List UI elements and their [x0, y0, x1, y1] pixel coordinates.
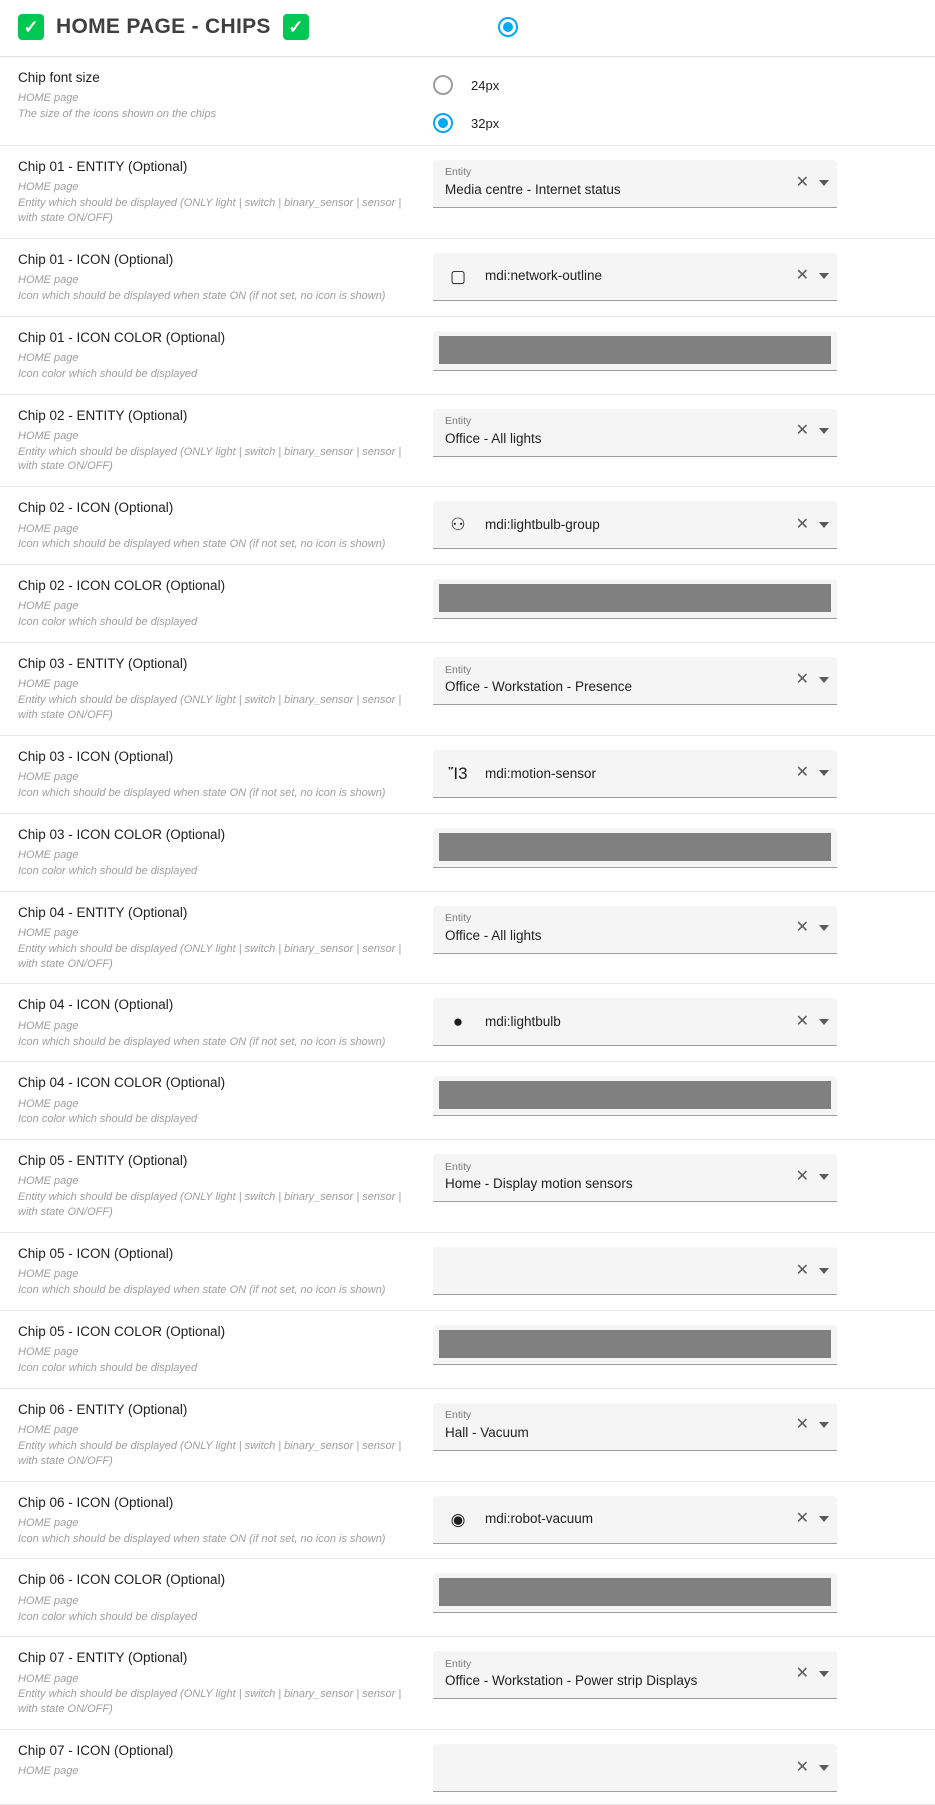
icon-color-picker[interactable]: [433, 1573, 837, 1613]
setting-scope: HOME page: [18, 273, 79, 286]
setting-title: Chip 02 - ICON COLOR (Optional): [18, 578, 226, 594]
clear-icon[interactable]: ✕: [795, 1758, 809, 1776]
setting-row: [0, 146, 935, 239]
setting-title: Chip font size: [18, 70, 100, 85]
setting-description: Icon which should be displayed when state ON (if not set, no icon is shown): [18, 786, 386, 799]
icon-color-picker[interactable]: [433, 828, 837, 868]
page-header: [0, 0, 935, 57]
setting-row: [0, 814, 935, 892]
field-actions: [788, 1760, 829, 1776]
row-control: [433, 996, 917, 1046]
setting-row: [0, 1559, 935, 1637]
lightbulb-icon: ●: [452, 1012, 464, 1032]
setting-description: Icon color which should be displayed: [18, 1610, 198, 1623]
row-control: [433, 655, 917, 705]
setting-title: Chip 05 - ICON COLOR (Optional): [18, 1323, 226, 1339]
field-value[interactable]: Office - All lights: [445, 927, 542, 943]
lightbulb-group-icon: ⚇: [450, 515, 466, 535]
setting-description: Entity which should be displayed (ONLY light | switch | binary_sensor | sensor | with state ON/OFF): [18, 1439, 402, 1467]
setting-description: Icon color which should be displayed: [18, 1361, 198, 1374]
row-control: [433, 499, 917, 549]
setting-row: [0, 565, 935, 643]
setting-scope: HOME page: [18, 1765, 79, 1778]
clear-icon[interactable]: ✕: [795, 1261, 809, 1279]
radio-icon[interactable]: [433, 75, 453, 95]
icon-select-field[interactable]: [433, 501, 837, 549]
setting-title: Chip 01 - ICON COLOR (Optional): [18, 329, 226, 345]
setting-scope: HOME page: [18, 429, 79, 442]
setting-scope: HOME page: [18, 771, 79, 784]
row-control: [433, 1649, 917, 1699]
robot-vacuum-icon: ◉: [450, 1509, 466, 1529]
setting-title: Chip 07 - ENTITY (Optional): [18, 1650, 188, 1666]
icon-select-field[interactable]: [433, 998, 837, 1046]
field-actions: [788, 423, 829, 439]
row-labels: [18, 499, 433, 552]
field-actions: [788, 1014, 829, 1030]
setting-row: [0, 1062, 935, 1140]
icon-color-picker[interactable]: [433, 1325, 837, 1365]
field-body: [445, 912, 788, 944]
setting-scope: HOME page: [18, 1019, 79, 1032]
color-swatch[interactable]: [439, 1081, 831, 1109]
chevron-down-icon[interactable]: [819, 180, 829, 186]
page-title: HOME PAGE - CHIPS: [56, 15, 271, 38]
row-control: [433, 1401, 917, 1451]
enable-checkbox-right[interactable]: [283, 14, 309, 40]
icon-color-picker[interactable]: [433, 579, 837, 619]
setting-title: Chip 07 - ICON (Optional): [18, 1743, 174, 1759]
field-actions: [788, 1263, 829, 1279]
entity-select-field[interactable]: [433, 1403, 837, 1451]
header-right-group: [478, 17, 518, 37]
chevron-down-icon[interactable]: [819, 1765, 829, 1771]
setting-scope: HOME page: [18, 678, 79, 691]
field-actions: [788, 672, 829, 688]
field-value[interactable]: Office - Workstation - Presence: [445, 679, 633, 695]
field-value[interactable]: Office - Workstation - Power strip Displays: [445, 1673, 698, 1689]
row-control: [433, 1571, 917, 1613]
chevron-down-icon[interactable]: [819, 1174, 829, 1180]
setting-row: [0, 984, 935, 1062]
clear-icon[interactable]: ✕: [795, 173, 809, 191]
field-value[interactable]: mdi:network-outline: [485, 268, 603, 284]
font-size-radio-group: [433, 71, 499, 133]
setting-description: Entity which should be displayed (ONLY light | switch | binary_sensor | sensor | with state ON/OFF): [18, 942, 402, 970]
setting-description: Icon color which should be displayed: [18, 616, 198, 629]
setting-scope: HOME page: [18, 92, 79, 105]
field-body: [445, 1510, 788, 1528]
setting-row: [0, 487, 935, 565]
setting-scope: HOME page: [18, 1672, 79, 1685]
field-body: [445, 1161, 788, 1193]
field-floating-label: Entity: [445, 1657, 472, 1670]
color-swatch[interactable]: [439, 1578, 831, 1606]
field-value[interactable]: Home - Display motion sensors: [445, 1176, 633, 1192]
setting-row: [0, 1233, 935, 1311]
setting-row: [0, 1140, 935, 1233]
row-labels: [18, 1245, 433, 1298]
setting-title: Chip 01 - ICON (Optional): [18, 251, 174, 267]
row-control: [433, 1245, 917, 1295]
row-control: [433, 1074, 917, 1116]
field-floating-label: Entity: [445, 663, 472, 676]
font-size-option-24[interactable]: [433, 75, 499, 95]
setting-description: Entity which should be displayed (ONLY light | switch | binary_sensor | sensor | with state ON/OFF): [18, 1688, 402, 1716]
check-icon: ✓: [288, 17, 304, 37]
field-floating-label: Entity: [445, 1409, 472, 1422]
chevron-down-icon[interactable]: [819, 677, 829, 683]
setting-scope: HOME page: [18, 600, 79, 613]
entity-select-field[interactable]: [433, 409, 837, 457]
field-actions: [788, 175, 829, 191]
field-actions: [788, 920, 829, 936]
setting-title: Chip 03 - ICON (Optional): [18, 748, 174, 764]
setting-row: [0, 1311, 935, 1389]
setting-row: [0, 643, 935, 736]
field-body: [445, 1658, 788, 1690]
setting-scope: HOME page: [18, 1594, 79, 1607]
setting-description: Entity which should be displayed (ONLY light | switch | binary_sensor | sensor | with state ON/OFF): [18, 445, 402, 473]
field-floating-label: Entity: [445, 1160, 472, 1173]
field-body: [445, 415, 788, 447]
clear-icon[interactable]: ✕: [795, 1416, 809, 1434]
setting-scope: HOME page: [18, 181, 79, 194]
row-labels: [18, 158, 433, 226]
chevron-down-icon[interactable]: [819, 1268, 829, 1274]
setting-title: Chip 06 - ICON COLOR (Optional): [18, 1572, 226, 1588]
field-floating-label: Entity: [445, 414, 472, 427]
field-actions: [788, 1169, 829, 1185]
row-labels: [18, 1494, 433, 1547]
setting-row: [0, 239, 935, 317]
row-labels: [18, 655, 433, 723]
option-label: 32px: [471, 115, 500, 131]
row-control: [433, 577, 917, 619]
field-body: [445, 765, 788, 783]
setting-scope: HOME page: [18, 849, 79, 861]
chevron-down-icon[interactable]: [819, 1019, 829, 1025]
setting-scope: HOME page: [18, 926, 79, 939]
row-control: [433, 748, 917, 798]
icon-select-field[interactable]: [433, 1496, 837, 1544]
setting-description: Icon which should be displayed when state ON (if not set, no icon is shown): [18, 289, 386, 302]
field-actions: [788, 1666, 829, 1682]
setting-description: Entity which should be displayed (ONLY light | switch | binary_sensor | sensor | with state ON/OFF): [18, 197, 402, 224]
setting-row: [0, 736, 935, 814]
row-labels: [18, 577, 433, 630]
setting-description: The size of the icons shown on the chips: [18, 108, 217, 121]
icon-select-field[interactable]: [433, 750, 837, 798]
row-labels: [18, 1074, 433, 1127]
setting-description: Icon color which should be displayed: [18, 1113, 198, 1126]
setting-description: Icon which should be displayed when state ON (if not set, no icon is shown): [18, 1532, 386, 1545]
field-floating-label: Entity: [445, 166, 472, 179]
setting-title: Chip 05 - ICON (Optional): [18, 1246, 174, 1261]
setting-description: Entity which should be displayed (ONLY light | switch | binary_sensor | sensor | with state ON/OFF): [18, 694, 402, 722]
setting-title: Chip 03 - ICON COLOR (Optional): [18, 826, 226, 842]
setting-title: Chip 05 - ENTITY (Optional): [18, 1153, 188, 1169]
field-body: [445, 1013, 788, 1031]
chevron-down-icon[interactable]: [819, 770, 829, 776]
entity-select-field[interactable]: [433, 160, 837, 208]
row-labels: [18, 1152, 433, 1220]
clear-icon[interactable]: ✕: [795, 267, 809, 285]
monitor-icon: ▢: [449, 266, 467, 286]
setting-description: Icon which should be displayed when state ON (if not set, no icon is shown): [18, 1035, 386, 1048]
clear-icon[interactable]: ✕: [795, 1012, 809, 1030]
setting-row: [0, 1637, 935, 1730]
row-control: [433, 251, 917, 301]
setting-description: Entity which should be displayed (ONLY light | switch | binary_sensor | sensor | with state ON/OFF): [18, 1191, 402, 1219]
row-labels: [18, 904, 433, 972]
icon-select-field[interactable]: [433, 1744, 837, 1792]
field-body: [445, 516, 788, 534]
icon-color-picker[interactable]: [433, 1076, 837, 1116]
settings-rows: [0, 146, 935, 1805]
check-icon: ✓: [23, 17, 39, 37]
field-body: [445, 1757, 788, 1779]
icon-select-field[interactable]: [433, 253, 837, 301]
motion-sensor-icon: Ἴ3: [448, 763, 468, 783]
row-control: [433, 1494, 917, 1544]
clear-icon[interactable]: ✕: [795, 1167, 809, 1185]
chevron-down-icon[interactable]: [819, 1671, 829, 1677]
clear-icon[interactable]: ✕: [795, 515, 809, 533]
row-labels: [18, 826, 433, 879]
setting-title: Chip 01 - ENTITY (Optional): [18, 159, 188, 174]
row-labels: [18, 329, 433, 382]
row-labels: [18, 69, 433, 122]
field-body: [445, 166, 788, 198]
field-actions: [788, 1511, 829, 1527]
color-swatch[interactable]: [439, 336, 831, 364]
row-control: [433, 904, 917, 954]
setting-description: Icon color which should be displayed: [18, 367, 198, 380]
setting-row: [0, 1482, 935, 1560]
row-labels: [18, 1571, 433, 1624]
chevron-down-icon[interactable]: [819, 428, 829, 434]
chevron-down-icon[interactable]: [819, 522, 829, 528]
color-swatch[interactable]: [439, 584, 831, 612]
row-control: [433, 329, 917, 371]
setting-title: Chip 02 - ICON (Optional): [18, 500, 174, 516]
row-labels: [18, 748, 433, 801]
row-control: [433, 1152, 917, 1202]
entity-select-field[interactable]: [433, 906, 837, 954]
row-labels: [18, 251, 433, 304]
row-control: [433, 826, 917, 868]
field-body: [445, 267, 788, 285]
row-control: [433, 1323, 917, 1365]
clear-icon[interactable]: ✕: [795, 919, 809, 937]
field-actions: [788, 517, 829, 533]
field-value[interactable]: mdi:lightbulb-group: [485, 517, 600, 533]
setting-scope: HOME page: [18, 1346, 79, 1359]
row-labels: [18, 407, 433, 475]
row-labels: [18, 1323, 433, 1376]
setting-title: Chip 04 - ICON COLOR (Optional): [18, 1075, 226, 1091]
header-radio[interactable]: [498, 17, 518, 37]
chevron-down-icon[interactable]: [819, 1422, 829, 1428]
row-control: [433, 1742, 917, 1792]
row-labels: [18, 1649, 433, 1717]
entity-select-field[interactable]: [433, 1154, 837, 1202]
setting-description: Icon color which should be displayed: [18, 864, 198, 877]
icon-color-picker[interactable]: [433, 331, 837, 371]
icon-select-field[interactable]: [433, 1247, 837, 1295]
clear-icon[interactable]: ✕: [795, 1664, 809, 1682]
row-control: [433, 407, 917, 457]
row-labels: [18, 1742, 433, 1779]
font-size-option-32[interactable]: [433, 113, 499, 133]
setting-row: [0, 1389, 935, 1482]
entity-select-field[interactable]: [433, 657, 837, 705]
entity-select-field[interactable]: [433, 1651, 837, 1699]
field-value[interactable]: mdi:robot-vacuum: [485, 1511, 594, 1527]
field-value[interactable]: Office - All lights: [445, 430, 542, 446]
chevron-down-icon[interactable]: [819, 1516, 829, 1522]
field-body: [445, 1260, 788, 1282]
setting-scope: HOME page: [18, 1516, 79, 1529]
color-swatch[interactable]: [439, 1330, 831, 1358]
setting-scope: HOME page: [18, 1097, 79, 1110]
clear-icon[interactable]: ✕: [795, 1510, 809, 1528]
setting-description: Icon which should be displayed when state ON (if not set, no icon is shown): [18, 538, 386, 551]
setting-title: Chip 02 - ENTITY (Optional): [18, 407, 188, 423]
clear-icon[interactable]: ✕: [795, 670, 809, 688]
setting-title: Chip 04 - ICON (Optional): [18, 997, 174, 1013]
setting-scope: HOME page: [18, 522, 79, 535]
color-swatch[interactable]: [439, 833, 831, 861]
setting-title: Chip 04 - ENTITY (Optional): [18, 904, 188, 920]
row-labels: [18, 996, 433, 1049]
enable-checkbox-left[interactable]: [18, 14, 44, 40]
header-left-group: [18, 14, 478, 40]
field-floating-label: Entity: [445, 912, 472, 925]
field-body: [445, 664, 788, 696]
clear-icon[interactable]: ✕: [795, 764, 809, 782]
row-control: [433, 69, 917, 133]
setting-title: Chip 03 - ENTITY (Optional): [18, 656, 188, 672]
setting-title: Chip 06 - ENTITY (Optional): [18, 1401, 188, 1417]
row-chip-font-size: [0, 57, 935, 146]
setting-title: Chip 06 - ICON (Optional): [18, 1494, 174, 1510]
field-actions: [788, 1417, 829, 1433]
setting-row: [0, 892, 935, 985]
field-value[interactable]: mdi:lightbulb: [485, 1014, 561, 1030]
clear-icon[interactable]: ✕: [795, 422, 809, 440]
setting-scope: HOME page: [18, 351, 79, 364]
setting-row: [0, 1730, 935, 1805]
field-value[interactable]: Hall - Vacuum: [445, 1424, 529, 1440]
option-label: 24px: [471, 77, 500, 93]
field-value[interactable]: mdi:motion-sensor: [485, 765, 597, 781]
field-value[interactable]: Media centre - Internet status: [445, 182, 621, 198]
field-actions: [788, 765, 829, 781]
setting-row: [0, 317, 935, 395]
field-actions: [788, 268, 829, 284]
chevron-down-icon[interactable]: [819, 273, 829, 279]
row-control: [433, 158, 917, 208]
radio-icon[interactable]: [433, 113, 453, 133]
setting-scope: HOME page: [18, 1175, 79, 1188]
setting-scope: HOME page: [18, 1424, 79, 1437]
chevron-down-icon[interactable]: [819, 925, 829, 931]
setting-description: Icon which should be displayed when state ON (if not set, no icon is shown): [18, 1284, 386, 1297]
setting-row: [0, 395, 935, 488]
field-body: [445, 1409, 788, 1441]
setting-scope: HOME page: [18, 1268, 79, 1281]
row-labels: [18, 1401, 433, 1469]
